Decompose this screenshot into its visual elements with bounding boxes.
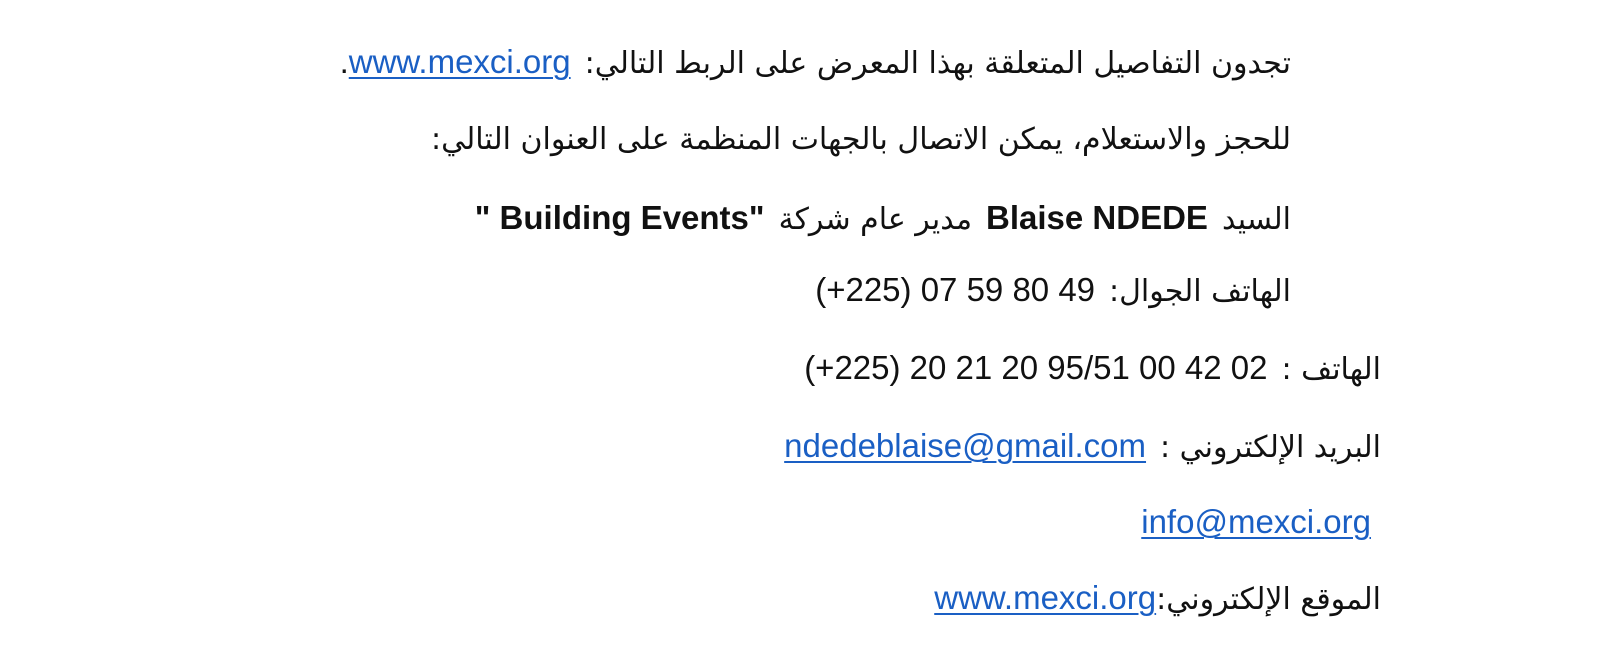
details-line [340,40,1291,84]
website-line [934,576,1381,620]
email-line [784,424,1381,468]
contact-title: السيد [1221,202,1291,237]
details-website-link[interactable]: www.mexci.org [348,43,571,80]
mobile-phone-label: الهاتف الجوال: [1109,274,1291,309]
website-label: الموقع الإلكتروني: [1156,582,1381,617]
email-line-secondary [1141,500,1371,544]
website-link[interactable]: www.mexci.org [934,579,1157,616]
details-trailing-dot: . [339,43,349,80]
mobile-phone-value: (+225) 07 59 80 49 [815,271,1096,308]
email-link-primary[interactable]: ndedeblaise@gmail.com [784,427,1147,464]
email-link-secondary[interactable]: info@mexci.org [1141,503,1371,540]
phone-label: الهاتف : [1281,352,1381,387]
contact-person-line [475,196,1291,240]
booking-text: للحجز والاستعلام، يمكن الاتصال بالجهات المنظمة على العنوان التالي: [431,122,1291,157]
details-text: تجدون التفاصيل المتعلقة بهذا المعرض على الربط التالي: [584,46,1291,81]
phone-line [804,346,1381,390]
phone-value: (+225) 20 21 20 95/51 00 42 02 [804,349,1268,386]
booking-line [431,118,1291,162]
contact-role: مدير عام شركة [778,202,973,237]
mobile-phone-line [815,268,1291,312]
company-name: " Building Events" [474,199,765,236]
email-label: البريد الإلكتروني : [1160,430,1381,465]
contact-name: Blaise NDEDE [986,199,1208,236]
